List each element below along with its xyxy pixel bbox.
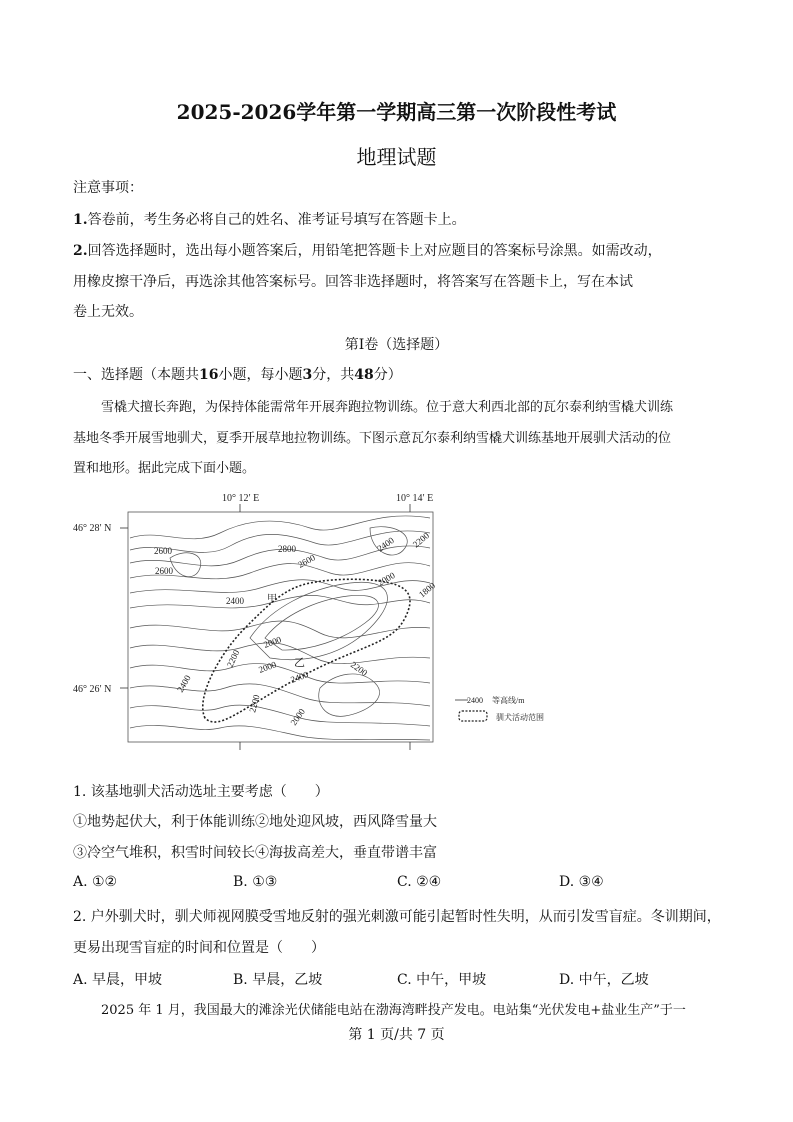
- place-label-jia: 甲: [267, 594, 277, 605]
- question-2-option-d[interactable]: D. 中午，乙坡: [559, 972, 649, 988]
- contour-label-2200-d: 2200: [247, 693, 262, 714]
- notice-item-2-line-2: 用橡皮擦干净后，再选涂其他答案标号。回答非选择题时，将答案写在答题卡上，写在本试: [73, 274, 633, 290]
- contour-label-2200-c: 2200: [348, 659, 370, 678]
- contour-label-2600-c: 2600: [296, 552, 317, 570]
- contour-label-2400-c: 2400: [289, 669, 310, 685]
- notice-item-1: [73, 210, 466, 230]
- contour-label-2000-c: 2000: [257, 659, 278, 675]
- question-2-option-b[interactable]: B. 早晨，乙坡: [233, 972, 323, 988]
- contour-label-2400-b: 2400: [226, 596, 244, 606]
- legend-area-label: 驯犬活动范围: [496, 713, 544, 722]
- question-2-option-c[interactable]: C. 中午，甲坡: [397, 972, 487, 988]
- contour-label-2600-b: 2600: [155, 566, 173, 576]
- points-total: 48: [354, 367, 374, 383]
- notice-item-2-line-3: 卷上无效。: [73, 304, 143, 320]
- notice-item-2-line-1: 回答选择题时，选出每小题答案后，用铅笔把答题卡上对应题目的答案标号涂黑。如需改动，: [87, 243, 662, 259]
- lon-label-right: 10° 14′ E: [396, 493, 434, 504]
- part-title: 第Ⅰ卷（选择题）: [344, 337, 449, 353]
- contour-label-1800: 1800: [416, 580, 438, 600]
- place-label-yi: 乙: [294, 657, 305, 669]
- contour-label-2600-a: 2600: [154, 546, 172, 556]
- map-legend: [455, 695, 544, 722]
- question-1-option-c[interactable]: C. ②④: [397, 874, 442, 890]
- question-1-options: [0, 874, 793, 894]
- contour-label-2000-b: 2000: [262, 634, 283, 650]
- notice-item-1-text: 答卷前，考生务必将自己的姓名、准考证号填写在答题卡上。: [87, 212, 466, 228]
- contour-label-2800: 2800: [278, 544, 296, 554]
- section-heading-mid-1: 小题，每小题: [218, 367, 303, 383]
- page-footer: 第 1 页/共 7 页: [348, 1027, 445, 1043]
- question-1-option-b[interactable]: B. ①③: [233, 874, 278, 890]
- legend-area-symbol: [459, 711, 487, 721]
- question-1-stem: 1. 该基地驯犬活动选址主要考虑（ ）: [73, 784, 329, 800]
- question-1-statement-line-2: ③冷空气堆积，积雪时间较长④海拔高差大，垂直带谱丰富: [73, 845, 437, 861]
- contour-label-2400-a: 2400: [375, 535, 396, 554]
- subject-title: 地理试题: [356, 145, 437, 169]
- section-heading-suffix: 分）: [373, 367, 402, 383]
- passage-2-line-1: 2025 年 1 月，我国最大的滩涂光伏储能电站在渤海湾畔投产发电。电站集“光伏发电+盐业生产”于一: [101, 1003, 686, 1018]
- lat-label-top: 46° 28′ N: [73, 523, 112, 534]
- contour-label-2200-b: 2200: [224, 648, 242, 669]
- passage-1-line-1: 雪橇犬擅长奔跑，为保持体能需常年开展奔跑拉物训练。位于意大利西北部的瓦尔泰利纳雪橇犬训练: [101, 400, 674, 415]
- points-each: 3: [302, 367, 313, 383]
- question-2-stem-line-1: 2. 户外驯犬时，驯犬师视网膜受雪地反射的强光刺激可能引起暂时性失明，从而引发雪盲症。冬训期间，: [73, 909, 721, 925]
- question-2-stem-line-2: 更易出现雪盲症的时间和位置是（ ）: [73, 940, 325, 956]
- section-heading-prefix: 一、选择题（本题共: [73, 367, 199, 383]
- passage-1-line-3: 置和地形。据此完成下面小题。: [73, 461, 256, 476]
- section-heading: [73, 365, 402, 385]
- passage-1-line-2: 基地冬季开展雪地驯犬，夏季开展草地拉物训练。下图示意瓦尔泰利纳雪橇犬训练基地开展驯犬活动的位: [73, 431, 672, 446]
- section-heading-mid-2: 分，共: [312, 367, 355, 383]
- lon-label-left: 10° 12′ E: [222, 493, 260, 504]
- contour-label-2400-d: 2400: [175, 673, 193, 694]
- question-1-statement-line-1: ①地势起伏大，利于体能训练②地处迎风坡，西风降雪量大: [73, 814, 437, 830]
- question-1-option-d[interactable]: D. ③④: [559, 874, 604, 890]
- question-2-options: [0, 969, 793, 989]
- question-count: 16: [199, 367, 219, 383]
- legend-contour-label: 等高线/m: [492, 696, 525, 705]
- notice-item-2: [73, 241, 662, 261]
- topographic-map: [70, 488, 590, 768]
- legend-contour-value: 2400: [467, 696, 483, 705]
- contour-label-2200-a: 2200: [410, 530, 432, 550]
- notice-heading: 注意事项：: [73, 180, 143, 196]
- notice-item-2-number: 2.: [73, 243, 88, 259]
- notice-item-1-number: 1.: [73, 212, 88, 228]
- exam-title: 2025-2026学年第一学期高三第一次阶段性考试: [176, 100, 617, 124]
- contour-label-2000-d: 2000: [288, 706, 307, 728]
- question-1-option-a[interactable]: A. ①②: [73, 874, 118, 890]
- contour-label-2000-a: 2000: [376, 570, 397, 588]
- lat-label-bottom: 46° 26′ N: [73, 684, 112, 695]
- question-2-option-a[interactable]: A. 早晨，甲坡: [73, 972, 163, 988]
